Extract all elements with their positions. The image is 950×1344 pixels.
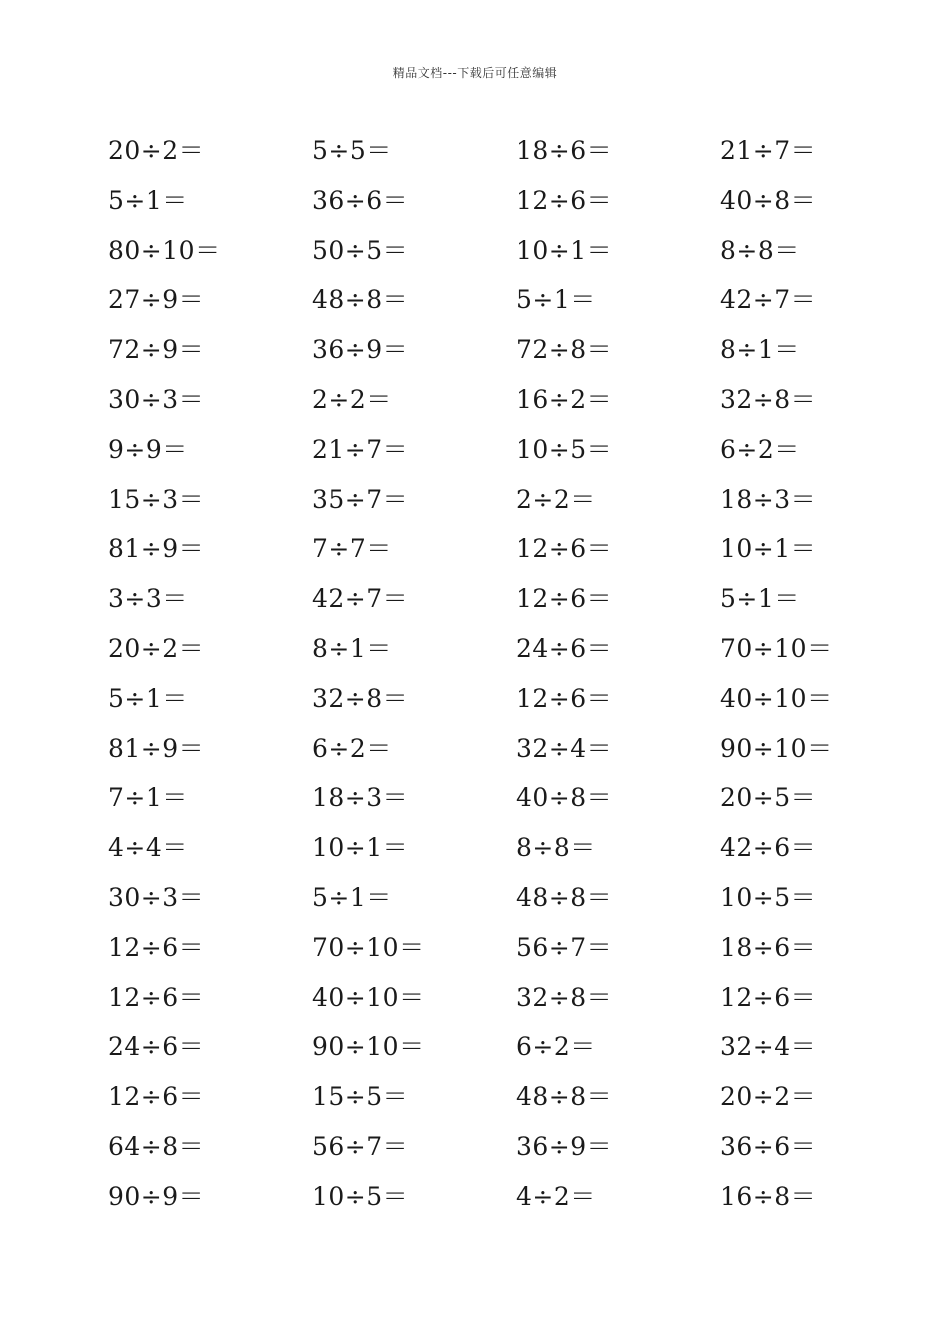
division-problem: 30÷3＝ [108,384,205,414]
division-problem: 21÷7＝ [720,136,817,165]
page-header: 精品文档---下载后可任意编辑 [392,66,558,80]
division-problem: 4÷4＝ [108,833,188,863]
division-problem: 36÷9＝ [312,335,409,365]
division-problem: 2÷2＝ [516,484,596,514]
division-problem-grid [108,126,928,1222]
division-problem: 5÷5＝ [312,136,392,165]
division-problem: 20÷2＝ [108,633,205,663]
division-problem: 10÷1＝ [720,534,817,564]
division-problem: 10÷1＝ [312,833,409,863]
division-problem: 5÷1＝ [516,285,596,315]
division-problem: 5÷1＝ [720,584,800,614]
division-problem: 42÷7＝ [312,584,409,614]
division-problem: 10÷5＝ [720,882,817,912]
division-problem: 48÷8＝ [516,882,613,912]
division-problem: 24÷6＝ [516,633,613,663]
division-problem: 9÷9＝ [108,434,188,464]
division-problem: 12÷6＝ [516,534,613,564]
division-problem: 40÷8＝ [516,783,613,813]
division-problem: 8÷1＝ [720,335,800,365]
division-problem: 12÷6＝ [108,982,205,1012]
division-problem: 12÷6＝ [516,683,613,713]
division-problem: 16÷8＝ [720,1181,817,1211]
division-problem: 27÷9＝ [108,285,205,315]
division-problem: 36÷6＝ [720,1131,817,1161]
division-problem: 90÷10＝ [312,1032,425,1062]
division-problem: 7÷7＝ [312,534,392,564]
division-problem: 4÷2＝ [516,1181,596,1211]
division-problem: 2÷2＝ [312,384,392,414]
division-problem: 3÷3＝ [108,584,188,614]
division-problem: 15÷5＝ [312,1082,409,1112]
division-problem: 30÷3＝ [108,882,205,912]
division-problem: 32÷4＝ [516,733,613,763]
division-problem: 48÷8＝ [312,285,409,315]
division-problem: 7÷1＝ [108,783,188,813]
division-problem: 20÷2＝ [720,1082,817,1112]
division-problem: 50÷5＝ [312,235,409,265]
division-problem: 5÷1＝ [312,882,392,912]
division-problem: 36÷9＝ [516,1131,613,1161]
division-problem: 18÷3＝ [312,783,409,813]
division-problem: 32÷8＝ [720,384,817,414]
division-problem: 56÷7＝ [312,1131,409,1161]
division-problem: 36÷6＝ [312,185,409,215]
division-problem: 5÷1＝ [108,683,188,713]
division-problem: 10÷1＝ [516,235,613,265]
division-problem: 56÷7＝ [516,932,613,962]
division-problem: 81÷9＝ [108,534,205,564]
division-problem: 15÷3＝ [108,484,205,514]
division-problem: 12÷6＝ [720,982,817,1012]
division-problem: 72÷8＝ [516,335,613,365]
division-problem: 5÷1＝ [108,185,188,215]
division-problem: 32÷8＝ [312,683,409,713]
division-problem: 42÷6＝ [720,833,817,863]
division-problem: 81÷9＝ [108,733,205,763]
division-problem: 72÷9＝ [108,335,205,365]
division-problem: 12÷6＝ [516,584,613,614]
division-problem: 70÷10＝ [720,633,833,663]
division-problem: 90÷10＝ [720,733,833,763]
division-problem: 40÷10＝ [720,683,833,713]
division-problem: 80÷10＝ [108,235,221,265]
division-problem: 48÷8＝ [516,1082,613,1112]
division-problem: 18÷3＝ [720,484,817,514]
division-problem: 70÷10＝ [312,932,425,962]
division-problem: 12÷6＝ [108,932,205,962]
division-problem: 8÷8＝ [516,833,596,863]
division-problem: 10÷5＝ [312,1181,409,1211]
division-problem: 90÷9＝ [108,1181,205,1211]
division-problem: 6÷2＝ [516,1032,596,1062]
division-problem: 6÷2＝ [312,733,392,763]
division-problem: 20÷5＝ [720,783,817,813]
division-problem: 20÷2＝ [108,136,205,165]
division-problem: 18÷6＝ [516,136,613,165]
division-problem: 64÷8＝ [108,1131,205,1161]
division-problem: 42÷7＝ [720,285,817,315]
division-problem: 12÷6＝ [516,185,613,215]
division-problem: 40÷8＝ [720,185,817,215]
division-problem: 35÷7＝ [312,484,409,514]
division-problem: 8÷8＝ [720,235,800,265]
division-problem: 18÷6＝ [720,932,817,962]
division-problem: 16÷2＝ [516,384,613,414]
division-problem: 40÷10＝ [312,982,425,1012]
division-problem: 8÷1＝ [312,633,392,663]
division-problem: 32÷8＝ [516,982,613,1012]
division-problem: 21÷7＝ [312,434,409,464]
division-problem: 12÷6＝ [108,1082,205,1112]
division-problem: 6÷2＝ [720,434,800,464]
division-problem: 10÷5＝ [516,434,613,464]
division-problem: 24÷6＝ [108,1032,205,1062]
division-problem: 32÷4＝ [720,1032,817,1062]
